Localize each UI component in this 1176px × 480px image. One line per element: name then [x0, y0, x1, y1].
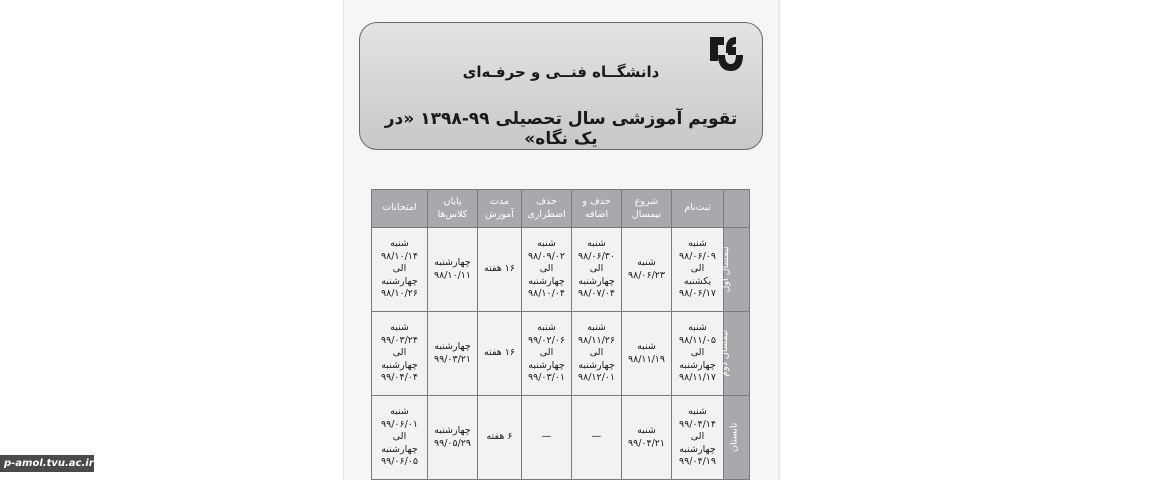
semester-label-cell [724, 396, 750, 480]
cell-text: شنبه [537, 322, 556, 334]
table-cell [478, 312, 522, 396]
cell-text: ۹۹/۰۴/۱۴ [678, 418, 717, 430]
cell-text: ۹۸/۱۲/۰۱ [577, 372, 616, 384]
cell-text: الی [690, 431, 705, 443]
cell-text: ۹۸/۱۱/۱۹ [627, 353, 666, 365]
cell-text: چهارشنبه [528, 275, 565, 287]
cell-text: الی [690, 263, 705, 275]
cell-text: چهارشنبه [434, 256, 471, 268]
table-row [372, 312, 750, 396]
cell-text: شنبه [637, 424, 656, 436]
document-title: تقویم آموزشی سال تحصیلی ۹۹-۱۳۹۸ «در یک نگاه» [384, 109, 738, 149]
cell-text: ۹۸/۰۶/۲۳ [627, 269, 666, 281]
column-header: ثبت‌نام [672, 190, 724, 228]
cell-text: الی [690, 347, 705, 359]
table-cell [428, 396, 478, 480]
cell-text: چهارشنبه [528, 359, 565, 371]
cell-text: چهارشنبه [381, 443, 418, 455]
cell-text: ۹۹/۰۲/۰۶ [527, 334, 566, 346]
column-header: حذف و اضافه [572, 190, 622, 228]
table-cell [522, 312, 572, 396]
cell-text: الی [539, 263, 554, 275]
table-cell [428, 312, 478, 396]
cell-text: شنبه [637, 256, 656, 268]
academic-calendar-table [371, 189, 750, 480]
table-cell [622, 396, 672, 480]
cell-text: ۹۸/۱۱/۲۶ [577, 334, 616, 346]
cell-text: ۹۸/۱۰/۰۴ [527, 288, 566, 300]
cell-text: ۹۸/۰۷/۰۴ [577, 288, 616, 300]
cell-text: چهارشنبه [434, 424, 471, 436]
cell-text: ۹۸/۱۰/۱۴ [380, 250, 419, 262]
table-cell [372, 312, 428, 396]
site-watermark: p-amol.tvu.ac.ir [0, 455, 94, 472]
cell-text: ۹۸/۰۶/۰۹ [678, 250, 717, 262]
cell-text: ۹۸/۰۹/۰۲ [527, 250, 566, 262]
cell-text: الی [589, 347, 604, 359]
cell-text: ۹۹/۰۴/۰۴ [380, 372, 419, 384]
table-cell [428, 228, 478, 312]
cell-text: شنبه [390, 406, 409, 418]
cell-text: ۹۹/۰۶/۰۱ [380, 418, 419, 430]
table-header-row [372, 190, 750, 228]
table-cell [478, 228, 522, 312]
cell-text: شنبه [637, 340, 656, 352]
cell-text: ۹۹/۰۳/۲۱ [433, 353, 472, 365]
semester-label: نیمسال اول [719, 246, 731, 293]
empty-dash: — [591, 431, 602, 443]
semester-label-cell [719, 312, 750, 396]
cell-text: چهارشنبه [381, 359, 418, 371]
table-cell [522, 396, 572, 480]
cell-text: شنبه [537, 238, 556, 250]
table-row [372, 396, 750, 480]
semester-label: تابستان [728, 422, 740, 453]
table-cell [572, 228, 622, 312]
cell-text: الی [539, 347, 554, 359]
column-header: شروع نیمسال [622, 190, 672, 228]
column-header: مدت آموزش [478, 190, 522, 228]
cell-text: ۹۹/۰۴/۱۹ [678, 456, 717, 468]
cell-text: چهارشنبه [434, 340, 471, 352]
cell-text: چهارشنبه [679, 443, 716, 455]
cell-text: ۹۸/۱۱/۱۷ [678, 372, 717, 384]
cell-text: شنبه [390, 238, 409, 250]
table-cell [672, 396, 724, 480]
table-cell [572, 396, 622, 480]
cell-text: ۹۸/۱۰/۲۶ [380, 288, 419, 300]
table-cell [372, 396, 428, 480]
table-cell [478, 396, 522, 480]
cell-text: ۹۸/۱۰/۱۱ [433, 269, 472, 281]
cell-text: یکشنبه [683, 275, 712, 287]
table-cell [622, 228, 672, 312]
cell-text: ۹۸/۱۱/۰۵ [678, 334, 717, 346]
cell-text: الی [392, 431, 407, 443]
table-cell [622, 312, 672, 396]
semester-label: نیمسال دوم [719, 330, 731, 377]
cell-text: چهارشنبه [578, 359, 615, 371]
cell-text: الی [392, 263, 407, 275]
table-cell [572, 312, 622, 396]
cell-text: شنبه [587, 322, 606, 334]
cell-text: ۱۶ هفته [483, 347, 515, 359]
cell-text: شنبه [688, 322, 707, 334]
table-cell [522, 228, 572, 312]
university-name: دانشگــاه فنــی و حرفـه‌ای [462, 63, 660, 81]
table-corner-cell [724, 190, 750, 228]
cell-text: الی [589, 263, 604, 275]
cell-text: شنبه [587, 238, 606, 250]
cell-text: ۹۸/۰۶/۱۷ [678, 288, 717, 300]
column-header: پایان کلاس‌ها [428, 190, 478, 228]
cell-text: شنبه [390, 322, 409, 334]
cell-text: ۶ هفته [486, 431, 513, 443]
cell-text: چهارشنبه [578, 275, 615, 287]
column-header: امتحانات [372, 190, 428, 228]
cell-text: ۹۹/۰۳/۲۴ [380, 334, 419, 346]
cell-text: ۹۸/۰۶/۳۰ [577, 250, 616, 262]
cell-text: الی [392, 347, 407, 359]
empty-dash: — [541, 431, 552, 443]
document-header [359, 22, 763, 150]
cell-text: چهارشنبه [381, 275, 418, 287]
semester-label-cell [719, 228, 750, 312]
table-cell [372, 228, 428, 312]
cell-text: ۹۹/۰۳/۰۱ [527, 372, 566, 384]
cell-text: ۱۶ هفته [483, 263, 515, 275]
cell-text: چهارشنبه [679, 359, 716, 371]
cell-text: ۹۹/۰۴/۲۱ [627, 437, 666, 449]
column-header: حذف اضطراری [522, 190, 572, 228]
cell-text: ۹۹/۰۶/۰۵ [380, 456, 419, 468]
cell-text: ۹۹/۰۵/۲۹ [433, 437, 472, 449]
table-row [372, 228, 750, 312]
cell-text: شنبه [688, 238, 707, 250]
cell-text: شنبه [688, 406, 707, 418]
